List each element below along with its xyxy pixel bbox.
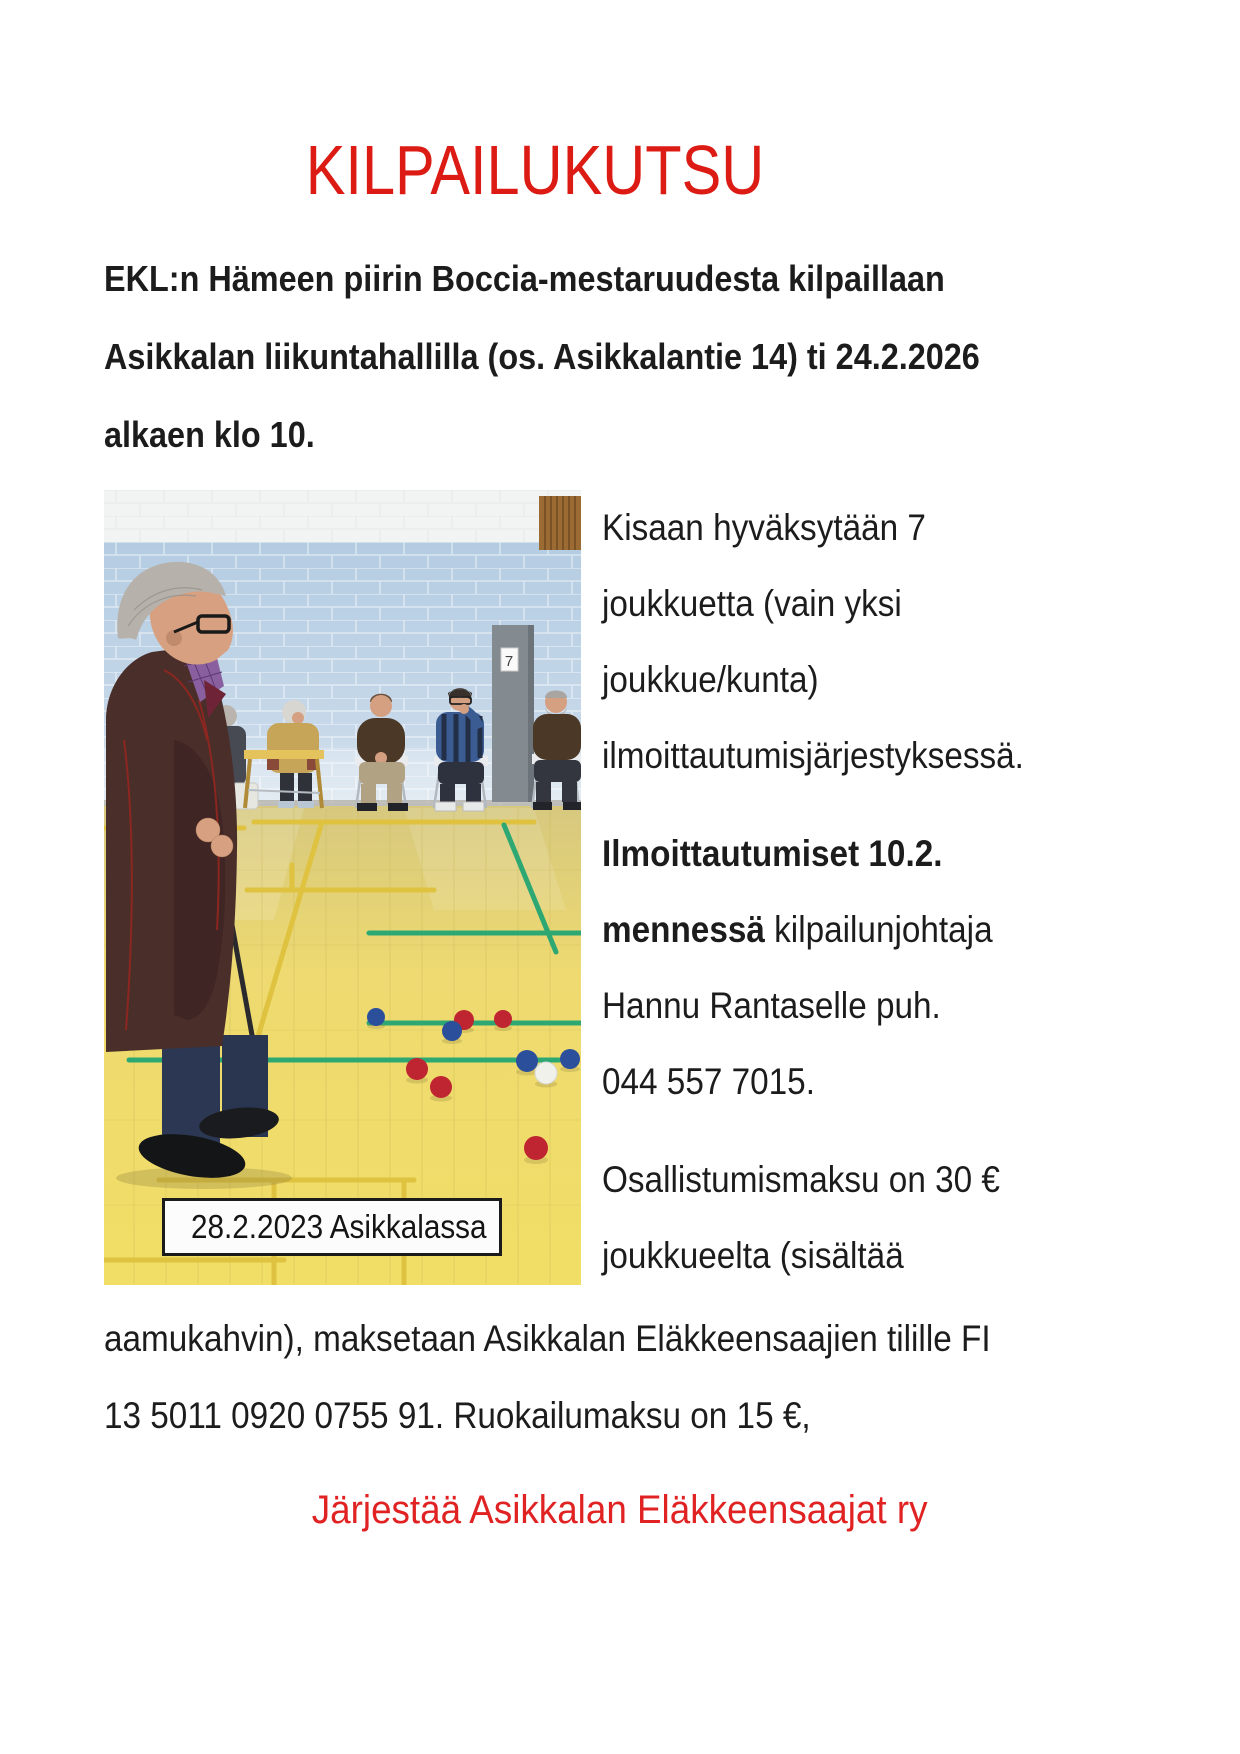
page-title: KILPAILUKUTSU [305, 131, 765, 209]
body-line: ilmoittautumisjärjestyksessä. [602, 735, 1024, 776]
photo-caption: 28.2.2023 Asikkalassa [191, 1208, 487, 1245]
boccia-photo-illustration [104, 490, 581, 1285]
body-line: 044 557 7015. [602, 1061, 815, 1102]
pillar-sign-number: 7 [504, 653, 514, 670]
body-line: joukkue/kunta) [602, 659, 819, 700]
gray-pillar [492, 625, 534, 802]
organizer-text: Järjestää Asikkalan Eläkkeensaajat ry [312, 1488, 928, 1532]
body-line: 13 5011 0920 0755 91. Ruokailumaksu on 15 €, [104, 1395, 811, 1436]
wood-slat-panel [539, 496, 581, 550]
organizer-footer [0, 1488, 1240, 1533]
body-line: Hannu Rantaselle puh. [602, 985, 941, 1026]
right-text-column [602, 490, 1071, 1294]
body-line: Kisaan hyväksytään 7 [602, 507, 926, 548]
photo-and-text-row [104, 490, 1240, 1294]
body-line-bold: Ilmoittautumiset 10.2. [602, 833, 943, 874]
body-line: Osallistumismaksu on 30 € [602, 1159, 1000, 1200]
bold-fragment: mennessä [602, 909, 765, 950]
intro-line: Asikkalan liikuntahallilla (os. Asikkalantie 14) ti 24.2.2026 [104, 336, 980, 377]
body-line: aamukahvin), maksetaan Asikkalan Eläkkeensaajien tilille FI [104, 1318, 991, 1359]
photo-caption-box [162, 1198, 502, 1256]
title-block [0, 0, 1240, 214]
intro-paragraph [104, 240, 1240, 474]
continuation-paragraph [104, 1300, 1240, 1454]
intro-line: EKL:n Hämeen piirin Boccia-mestaruudesta kilpaillaan [104, 258, 945, 299]
boccia-photo [104, 490, 581, 1285]
regular-fragment: kilpailunjohtaja [764, 909, 993, 950]
body-line: joukkuetta (vain yksi [602, 583, 902, 624]
intro-line: alkaen klo 10. [104, 414, 315, 455]
body-line [602, 892, 1024, 968]
body-line: joukkueelta (sisältää [602, 1235, 904, 1276]
